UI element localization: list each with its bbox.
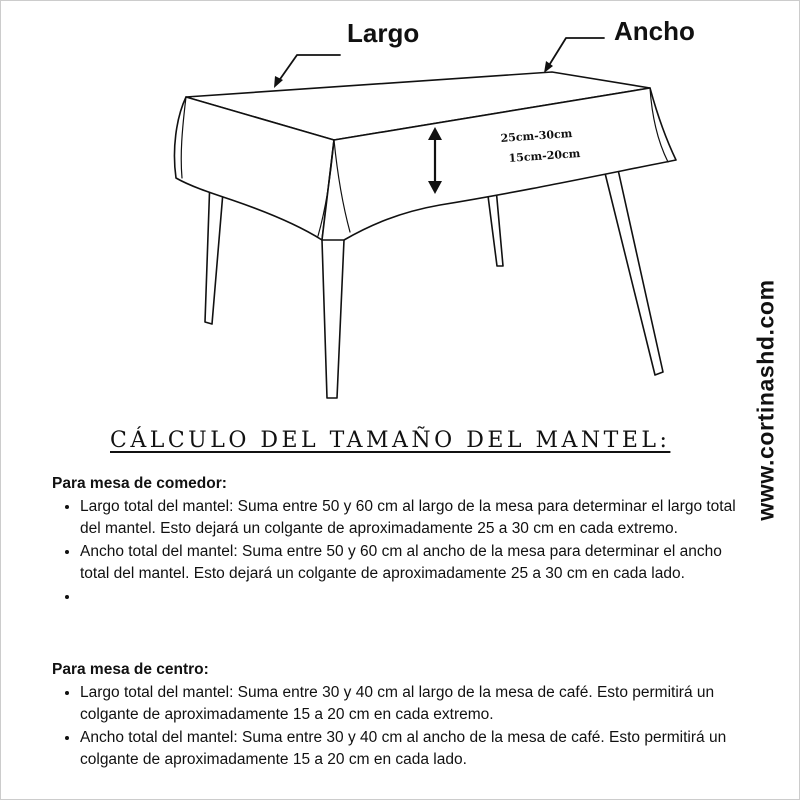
table-leg <box>322 240 344 398</box>
table-leg <box>487 188 503 266</box>
bullet-list <box>52 682 742 772</box>
largo-leader <box>278 55 340 82</box>
table-leg <box>205 178 224 324</box>
ancho-leader <box>548 38 604 67</box>
section-coffee-table <box>52 659 742 772</box>
website-watermark <box>746 250 786 550</box>
drop-measure-coffee: 15cm-20cm <box>508 146 581 165</box>
section-title: Para mesa de comedor: <box>52 475 227 492</box>
ancho-label: Ancho <box>614 16 695 46</box>
list-item: • Ancho total del mantel: Suma entre 30 y 40 cm al ancho de la mesa de café. Esto permitirá un colgante de aproximadamente 15 a 20 cm en cada lado. <box>80 727 742 772</box>
page-heading: CÁLCULO DEL TAMAÑO DEL MANTEL: <box>110 428 671 453</box>
section-title: Para mesa de centro: <box>52 661 209 678</box>
bullet-list <box>52 496 742 609</box>
list-item: • Largo total del mantel: Suma entre 30 y 40 cm al largo de la mesa de café. Esto permitirá un colgante de aproximadamente 15 a 20 cm en cada extremo. <box>80 682 742 727</box>
website-text: www.cortinashd.com <box>752 279 779 521</box>
list-item: • Ancho total del mantel: Suma entre 50 y 60 cm al ancho de la mesa para determinar el ancho total del mantel. Esto dejará un colgante de aproximadamente 25 a 30 cm en cada lado. <box>80 541 742 586</box>
table-leg <box>603 165 663 375</box>
list-item: • Largo total del mantel: Suma entre 50 y 60 cm al largo de la mesa para determinar el largo total del mantel. Esto dejará un colgante de aproximadamente 25 a 30 cm en cada extremo. <box>80 496 742 541</box>
largo-label: Largo <box>347 18 420 48</box>
section-dining-table <box>52 473 742 608</box>
drop-measure-dining: 25cm-30cm <box>500 126 573 145</box>
list-item-empty <box>80 586 742 609</box>
